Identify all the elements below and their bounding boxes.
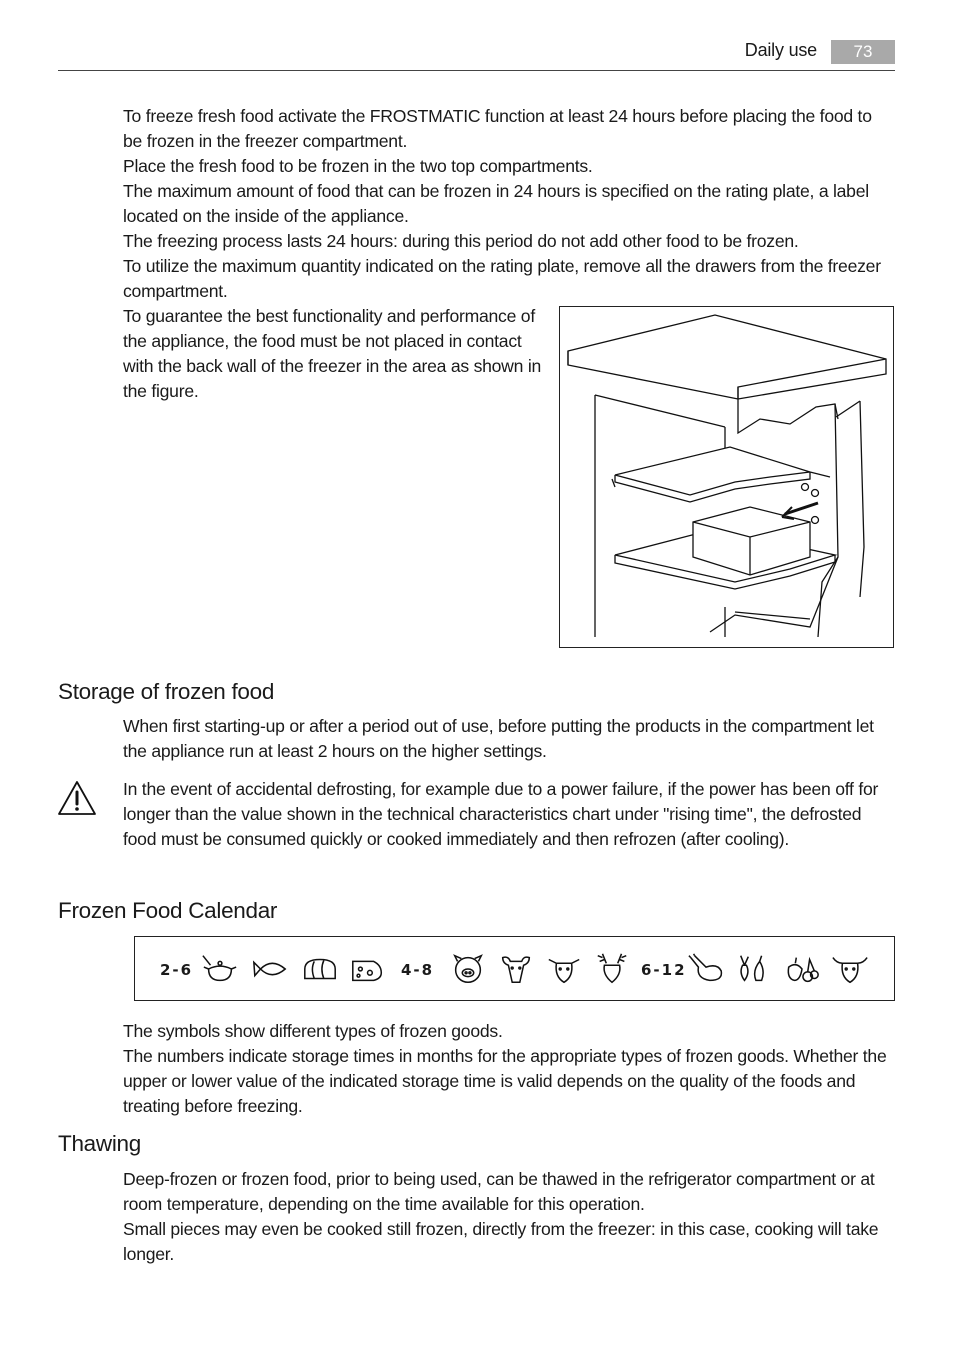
storage-heading: Storage of frozen food xyxy=(58,679,275,704)
fish-icon xyxy=(251,951,289,987)
poultry-icon xyxy=(687,951,725,987)
intro-paragraph-3: The maximum amount of food that can be frozen in 24 hours is specified on the rating plate, a label located on the inside of the appliance. xyxy=(123,181,869,226)
intro-paragraph-6: To guarantee the best functionality and performance of the appliance, the food must be not placed in contact with the back wall of the freezer in the area as shown in the figure. xyxy=(123,306,542,401)
pot-icon xyxy=(201,951,239,987)
fruit-icon xyxy=(783,951,821,987)
deer-icon xyxy=(593,951,631,987)
thawing-paragraph-1: Deep-frozen or frozen food, prior to being used, can be thawed in the refrigerator compartment or at room temperature, depending on the time available for this operation. xyxy=(123,1169,875,1214)
header-rule xyxy=(58,70,895,71)
cheese-icon xyxy=(349,951,387,987)
calf-icon xyxy=(545,951,583,987)
page-number: 73 xyxy=(831,40,895,64)
intro-paragraph-1: To freeze fresh food activate the FROSTMATIC function at least 24 hours before placing the food to be frozen in the freezer compartment. xyxy=(123,106,872,151)
intro-paragraph-2: Place the fresh food to be frozen in the two top compartments. xyxy=(123,156,593,176)
storage-range-label: 2-6 xyxy=(160,961,194,979)
calendar-paragraph-1: The symbols show different types of frozen goods. xyxy=(123,1021,503,1041)
frozen-food-calendar xyxy=(134,936,895,1001)
storage-range-label: 6-12 xyxy=(641,961,687,979)
calendar-heading: Frozen Food Calendar xyxy=(58,898,278,923)
intro-paragraph-4: The freezing process lasts 24 hours: during this period do not add other food to be frozen. xyxy=(123,231,799,251)
storage-paragraph: When first starting-up or after a period out of use, before putting the products in the compartment let the appliance run at least 2 hours on the higher settings. xyxy=(123,716,874,761)
intro-paragraph-5: To utilize the maximum quantity indicated on the rating plate, remove all the drawers from the freezer compartment. xyxy=(123,256,881,301)
pig-icon xyxy=(449,951,487,987)
thawing-heading: Thawing xyxy=(58,1131,141,1156)
cow-icon xyxy=(831,951,869,987)
warning-icon xyxy=(57,780,97,816)
vegetables-icon xyxy=(735,951,773,987)
defrost-warning-text: In the event of accidental defrosting, for example due to a power failure, if the power has been off for longer than the value shown in the technical characteristics chart under "rising time", the defrosted food must be consumed quickly or cooked immediately and then refrozen (after cooling). xyxy=(123,779,879,849)
running-header: Daily use xyxy=(744,40,817,60)
bread-icon xyxy=(301,951,339,987)
freezer-back-wall-figure xyxy=(559,306,894,648)
thawing-paragraph-2: Small pieces may even be cooked still frozen, directly from the freezer: in this case, cooking will take longer. xyxy=(123,1219,879,1264)
storage-range-label: 4-8 xyxy=(401,961,435,979)
sheep-icon xyxy=(497,951,535,987)
calendar-paragraph-2: The numbers indicate storage times in months for the appropriate types of frozen goods. Whether the upper or lower value of the indicated storage time is valid depends on the quality of the foods and treating before freezing. xyxy=(123,1046,887,1116)
